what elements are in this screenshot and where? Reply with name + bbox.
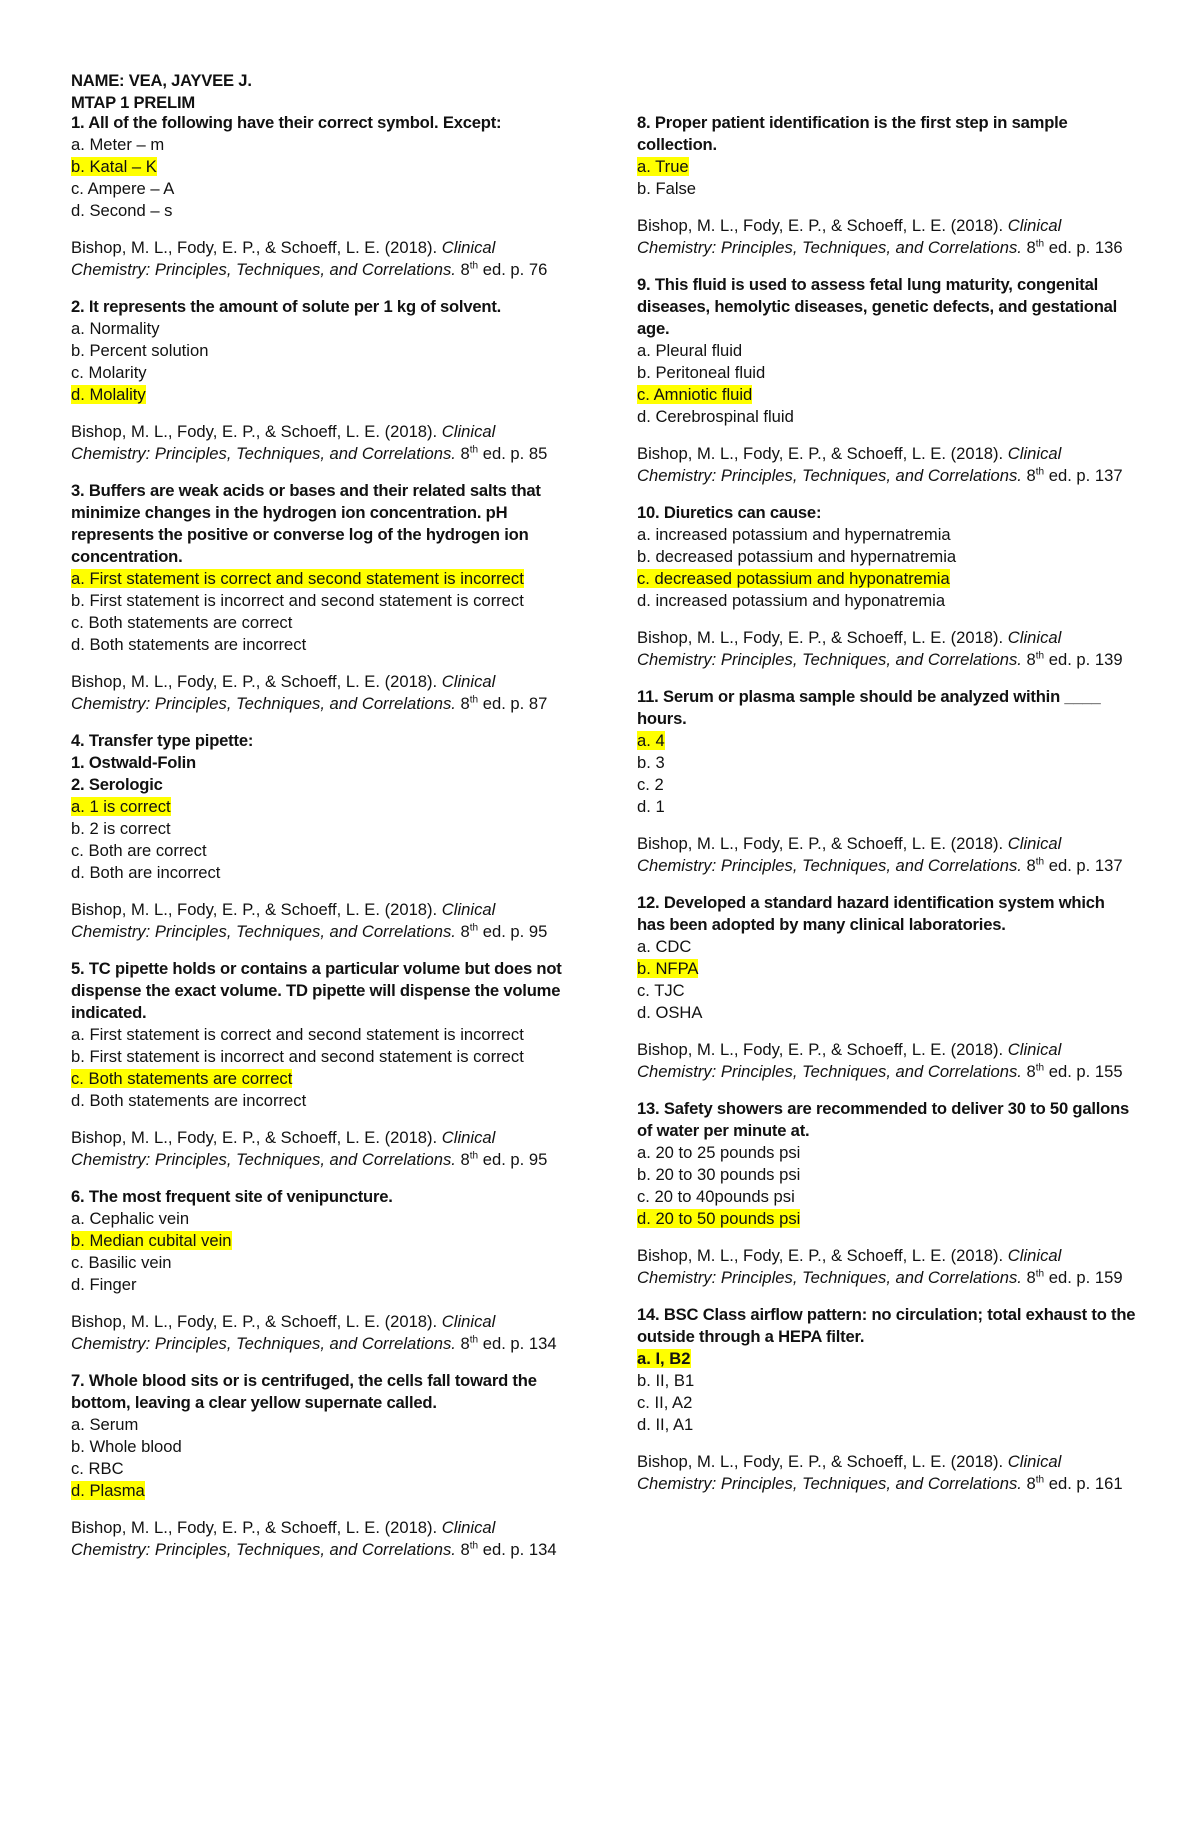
option-text: b. Median cubital vein (71, 1231, 232, 1250)
citation-page: 134 (528, 1540, 557, 1559)
citation-page: 159 (1094, 1268, 1123, 1287)
answer-option (71, 1208, 571, 1230)
citation (71, 899, 571, 943)
answer-option (637, 796, 1137, 818)
option-text: b. decreased potassium and hypernatremia (637, 547, 957, 566)
student-name: NAME: VEA, JAYVEE J. (71, 71, 252, 90)
citation-page: 76 (528, 260, 548, 279)
answer-option (637, 1164, 1137, 1186)
question-block (71, 296, 571, 465)
question-block (71, 958, 571, 1171)
answer-option (637, 1142, 1137, 1164)
citation-edition-rest: ed. p. (482, 1150, 525, 1169)
citation-title: Clinical Chemistry: Principles, Techniques, and Correlations. (637, 834, 1062, 875)
citation-edition-suffix: th (1035, 1062, 1045, 1074)
option-text: a. Pleural fluid (637, 341, 743, 360)
citation-edition: 8 (460, 1150, 470, 1169)
citation (71, 1127, 571, 1171)
citation (71, 421, 571, 465)
citation-page: 161 (1094, 1474, 1123, 1493)
citation-edition-rest: ed. p. (482, 260, 525, 279)
answer-option (637, 524, 1137, 546)
citation-edition: 8 (1026, 466, 1036, 485)
option-text: a. 20 to 25 pounds psi (637, 1143, 801, 1162)
citation-edition: 8 (1026, 238, 1036, 257)
option-text: d. Second – s (71, 201, 173, 220)
answer-option (71, 200, 571, 222)
question-block (71, 1370, 571, 1561)
answer-option-correct (637, 1348, 1137, 1370)
citation-edition-rest: ed. p. (482, 922, 525, 941)
question-text: 12. Developed a standard hazard identification system which has been adopted by many clinical laboratories. (637, 893, 1105, 934)
option-text: d. increased potassium and hyponatremia (637, 591, 946, 610)
option-text: a. Meter – m (71, 135, 165, 154)
answer-option-correct (71, 1230, 571, 1252)
answer-option-correct (637, 568, 1137, 590)
answer-option (637, 936, 1137, 958)
citation-authors: Bishop, M. L., Fody, E. P., & Schoeff, L. E. (2018). (71, 1518, 438, 1537)
option-text: b. 2 is correct (71, 819, 171, 838)
option-text: b. 20 to 30 pounds psi (637, 1165, 801, 1184)
question-block (637, 1098, 1137, 1289)
question-text: 1. All of the following have their correct symbol. Except: (71, 113, 502, 132)
question-block (637, 112, 1137, 259)
answer-option (71, 1274, 571, 1296)
option-text: c. Both statements are correct (71, 613, 293, 632)
citation-edition-rest: ed. p. (1048, 856, 1091, 875)
question-text: 2. It represents the amount of solute per 1 kg of solvent. (71, 297, 502, 316)
exam-title: MTAP 1 PRELIM (71, 93, 196, 112)
question-text: 5. TC pipette holds or contains a particular volume but does not dispense the exact volume. TD pipette will dispense the volume indicated. (71, 959, 562, 1022)
answer-option (71, 818, 571, 840)
option-text: c. 20 to 40pounds psi (637, 1187, 795, 1206)
option-text: b. Katal – K (71, 157, 157, 176)
citation-page: 137 (1094, 856, 1123, 875)
option-text: b. 3 (637, 753, 665, 772)
citation-edition: 8 (460, 1334, 470, 1353)
citation-edition-rest: ed. p. (482, 1540, 525, 1559)
answer-option (71, 612, 571, 634)
answer-option (71, 134, 571, 156)
citation-edition-suffix: th (469, 922, 479, 934)
option-text: c. decreased potassium and hyponatremia (637, 569, 950, 588)
option-text: c. Basilic vein (71, 1253, 172, 1272)
citation-page: 134 (528, 1334, 557, 1353)
answer-option-correct (637, 958, 1137, 980)
answer-option (637, 774, 1137, 796)
citation-edition-suffix: th (1035, 1474, 1045, 1486)
answer-option (71, 362, 571, 384)
answer-option-correct (71, 568, 571, 590)
option-text: d. II, A1 (637, 1415, 694, 1434)
answer-option-correct (637, 1208, 1137, 1230)
citation-title: Clinical Chemistry: Principles, Techniques, and Correlations. (637, 216, 1062, 257)
option-text: a. Serum (71, 1415, 139, 1434)
option-text: c. Both are correct (71, 841, 207, 860)
citation (637, 1039, 1137, 1083)
citation-edition: 8 (1026, 1268, 1036, 1287)
option-text: d. OSHA (637, 1003, 703, 1022)
question-text: 6. The most frequent site of venipuncture. (71, 1187, 393, 1206)
citation-title: Clinical Chemistry: Principles, Techniques, and Correlations. (71, 1312, 496, 1353)
citation (71, 1517, 571, 1561)
question-sub-item: 2. Serologic (71, 775, 163, 794)
option-text: c. Amniotic fluid (637, 385, 753, 404)
left-column (71, 112, 571, 1576)
option-text: a. CDC (637, 937, 692, 956)
right-column (637, 112, 1137, 1510)
citation (637, 1451, 1137, 1495)
citation-authors: Bishop, M. L., Fody, E. P., & Schoeff, L. E. (2018). (637, 1452, 1004, 1471)
citation-edition-suffix: th (1035, 1268, 1045, 1280)
citation-edition-suffix: th (1035, 238, 1045, 250)
citation-edition-suffix: th (1035, 466, 1045, 478)
option-text: b. II, B1 (637, 1371, 695, 1390)
option-text: b. First statement is incorrect and second statement is correct (71, 591, 524, 610)
citation-title: Clinical Chemistry: Principles, Techniques, and Correlations. (71, 422, 496, 463)
answer-option (71, 178, 571, 200)
citation-title: Clinical Chemistry: Principles, Techniques, and Correlations. (71, 900, 496, 941)
option-text: d. Cerebrospinal fluid (637, 407, 794, 426)
option-text: d. 1 (637, 797, 665, 816)
option-text: c. 2 (637, 775, 664, 794)
question-block (71, 112, 571, 281)
citation (637, 443, 1137, 487)
citation-title: Clinical Chemistry: Principles, Techniques, and Correlations. (71, 1518, 496, 1559)
answer-option (71, 634, 571, 656)
question-text: 13. Safety showers are recommended to deliver 30 to 50 gallons of water per minute at. (637, 1099, 1130, 1140)
citation-edition: 8 (1026, 1062, 1036, 1081)
option-text: a. Cephalic vein (71, 1209, 190, 1228)
answer-option (637, 406, 1137, 428)
option-text: b. Percent solution (71, 341, 209, 360)
citation-edition-suffix: th (1035, 650, 1045, 662)
citation-page: 95 (528, 1150, 548, 1169)
question-block (637, 892, 1137, 1083)
citation-edition-suffix: th (469, 1540, 479, 1552)
question-text: 8. Proper patient identification is the first step in sample collection. (637, 113, 1068, 154)
question-block (71, 730, 571, 943)
citation-title: Clinical Chemistry: Principles, Techniques, and Correlations. (637, 1246, 1062, 1287)
question-text: 14. BSC Class airflow pattern: no circulation; total exhaust to the outside through a HEPA filter. (637, 1305, 1136, 1346)
citation-edition-suffix: th (469, 1150, 479, 1162)
citation-authors: Bishop, M. L., Fody, E. P., & Schoeff, L. E. (2018). (637, 1246, 1004, 1265)
citation (637, 627, 1137, 671)
citation-title: Clinical Chemistry: Principles, Techniques, and Correlations. (637, 1040, 1062, 1081)
answer-option (637, 546, 1137, 568)
answer-option (71, 1458, 571, 1480)
answer-option-correct (71, 1068, 571, 1090)
citation-edition-rest: ed. p. (1048, 650, 1091, 669)
answer-option (637, 362, 1137, 384)
option-text: d. Both are incorrect (71, 863, 221, 882)
citation-edition-suffix: th (469, 444, 479, 456)
citation-edition: 8 (1026, 650, 1036, 669)
citation-edition-rest: ed. p. (482, 1334, 525, 1353)
citation (637, 1245, 1137, 1289)
citation-edition: 8 (460, 444, 470, 463)
option-text: a. 4 (637, 731, 665, 750)
question-block (637, 502, 1137, 671)
citation (637, 833, 1137, 877)
option-text: b. False (637, 179, 697, 198)
option-text: a. Normality (71, 319, 160, 338)
answer-option (71, 590, 571, 612)
citation-authors: Bishop, M. L., Fody, E. P., & Schoeff, L. E. (2018). (637, 216, 1004, 235)
citation-edition: 8 (1026, 856, 1036, 875)
citation-edition: 8 (1026, 1474, 1036, 1493)
citation-edition-suffix: th (1035, 856, 1045, 868)
citation-page: 155 (1094, 1062, 1123, 1081)
answer-option (637, 1414, 1137, 1436)
citation-edition-suffix: th (469, 260, 479, 272)
answer-option-correct (637, 384, 1137, 406)
citation (71, 1311, 571, 1355)
citation-page: 139 (1094, 650, 1123, 669)
question-block (637, 274, 1137, 487)
option-text: c. Ampere – A (71, 179, 175, 198)
citation-authors: Bishop, M. L., Fody, E. P., & Schoeff, L. E. (2018). (71, 422, 438, 441)
answer-option (71, 1436, 571, 1458)
answer-option (71, 1046, 571, 1068)
question-block (71, 480, 571, 715)
question-text: 7. Whole blood sits or is centrifuged, the cells fall toward the bottom, leaving a clear yellow supernate called. (71, 1371, 537, 1412)
answer-option (71, 862, 571, 884)
option-text: c. II, A2 (637, 1393, 693, 1412)
citation-title: Clinical Chemistry: Principles, Techniques, and Correlations. (637, 444, 1062, 485)
citation-edition-rest: ed. p. (1048, 238, 1091, 257)
citation-edition-rest: ed. p. (482, 444, 525, 463)
option-text: c. RBC (71, 1459, 124, 1478)
answer-option-correct (637, 156, 1137, 178)
option-text: d. 20 to 50 pounds psi (637, 1209, 801, 1228)
answer-option-correct (71, 384, 571, 406)
citation-edition: 8 (460, 694, 470, 713)
answer-option-correct (71, 156, 571, 178)
citation-edition-rest: ed. p. (1048, 466, 1091, 485)
answer-option (637, 980, 1137, 1002)
citation-authors: Bishop, M. L., Fody, E. P., & Schoeff, L. E. (2018). (637, 628, 1004, 647)
citation-authors: Bishop, M. L., Fody, E. P., & Schoeff, L. E. (2018). (71, 238, 438, 257)
answer-option-correct (637, 730, 1137, 752)
option-text: c. Both statements are correct (71, 1069, 293, 1088)
citation-authors: Bishop, M. L., Fody, E. P., & Schoeff, L. E. (2018). (71, 1128, 438, 1147)
question-text: 10. Diuretics can cause: (637, 503, 822, 522)
answer-option (71, 318, 571, 340)
answer-option (637, 1186, 1137, 1208)
citation-authors: Bishop, M. L., Fody, E. P., & Schoeff, L. E. (2018). (71, 672, 438, 691)
citation-authors: Bishop, M. L., Fody, E. P., & Schoeff, L. E. (2018). (637, 444, 1004, 463)
citation-title: Clinical Chemistry: Principles, Techniques, and Correlations. (71, 672, 496, 713)
option-text: a. True (637, 157, 689, 176)
citation-edition-rest: ed. p. (1048, 1062, 1091, 1081)
option-text: b. Whole blood (71, 1437, 182, 1456)
option-text: c. Molarity (71, 363, 147, 382)
answer-option (71, 1414, 571, 1436)
option-text: a. First statement is correct and second statement is incorrect (71, 569, 524, 588)
option-text: b. First statement is incorrect and second statement is correct (71, 1047, 524, 1066)
citation-edition: 8 (460, 922, 470, 941)
question-text: 4. Transfer type pipette: (71, 731, 254, 750)
citation-page: 137 (1094, 466, 1123, 485)
question-block (71, 1186, 571, 1355)
citation-edition: 8 (460, 260, 470, 279)
citation (71, 237, 571, 281)
answer-option (637, 1370, 1137, 1392)
answer-option (71, 1024, 571, 1046)
option-text: b. NFPA (637, 959, 699, 978)
option-text: d. Both statements are incorrect (71, 635, 307, 654)
answer-option (71, 1090, 571, 1112)
citation-edition-rest: ed. p. (1048, 1268, 1091, 1287)
option-text: d. Both statements are incorrect (71, 1091, 307, 1110)
question-block (637, 686, 1137, 877)
citation-edition-suffix: th (469, 694, 479, 706)
answer-option-correct (71, 1480, 571, 1502)
option-text: d. Plasma (71, 1481, 145, 1500)
citation-page: 136 (1094, 238, 1123, 257)
option-text: a. 1 is correct (71, 797, 171, 816)
answer-option (71, 1252, 571, 1274)
citation-title: Clinical Chemistry: Principles, Techniques, and Correlations. (71, 238, 496, 279)
citation-authors: Bishop, M. L., Fody, E. P., & Schoeff, L. E. (2018). (71, 1312, 438, 1331)
option-text: a. I, B2 (637, 1349, 691, 1368)
question-text: 3. Buffers are weak acids or bases and their related salts that minimize changes in the hydrogen ion concentration. pH represents the positive or converse log of the hydrogen ion concentration. (71, 481, 541, 566)
answer-option-correct (71, 796, 571, 818)
answer-option (637, 1002, 1137, 1024)
option-text: b. Peritoneal fluid (637, 363, 766, 382)
citation-edition: 8 (460, 1540, 470, 1559)
citation (71, 671, 571, 715)
question-block (637, 1304, 1137, 1495)
option-text: d. Molality (71, 385, 146, 404)
citation (637, 215, 1137, 259)
citation-title: Clinical Chemistry: Principles, Techniques, and Correlations. (637, 628, 1062, 669)
answer-option (637, 178, 1137, 200)
answer-option (637, 590, 1137, 612)
answer-option (637, 752, 1137, 774)
citation-authors: Bishop, M. L., Fody, E. P., & Schoeff, L. E. (2018). (71, 900, 438, 919)
citation-edition-rest: ed. p. (482, 694, 525, 713)
citation-edition-suffix: th (469, 1334, 479, 1346)
citation-page: 95 (528, 922, 548, 941)
option-text: a. First statement is correct and second statement is incorrect (71, 1025, 524, 1044)
answer-option (71, 840, 571, 862)
answer-option (637, 1392, 1137, 1414)
citation-page: 87 (528, 694, 548, 713)
option-text: a. increased potassium and hypernatremia (637, 525, 951, 544)
citation-title: Clinical Chemistry: Principles, Techniques, and Correlations. (71, 1128, 496, 1169)
citation-authors: Bishop, M. L., Fody, E. P., & Schoeff, L. E. (2018). (637, 834, 1004, 853)
question-text: 11. Serum or plasma sample should be analyzed within ____ hours. (637, 687, 1101, 728)
option-text: c. TJC (637, 981, 685, 1000)
option-text: d. Finger (71, 1275, 137, 1294)
citation-page: 85 (528, 444, 548, 463)
citation-title: Clinical Chemistry: Principles, Techniques, and Correlations. (637, 1452, 1062, 1493)
answer-option (637, 340, 1137, 362)
citation-authors: Bishop, M. L., Fody, E. P., & Schoeff, L. E. (2018). (637, 1040, 1004, 1059)
question-sub-item: 1. Ostwald-Folin (71, 753, 196, 772)
document-header (71, 70, 571, 114)
answer-option (71, 340, 571, 362)
question-text: 9. This fluid is used to assess fetal lung maturity, congenital diseases, hemolytic diseases, genetic defects, and gestational age. (637, 275, 1118, 338)
citation-edition-rest: ed. p. (1048, 1474, 1091, 1493)
